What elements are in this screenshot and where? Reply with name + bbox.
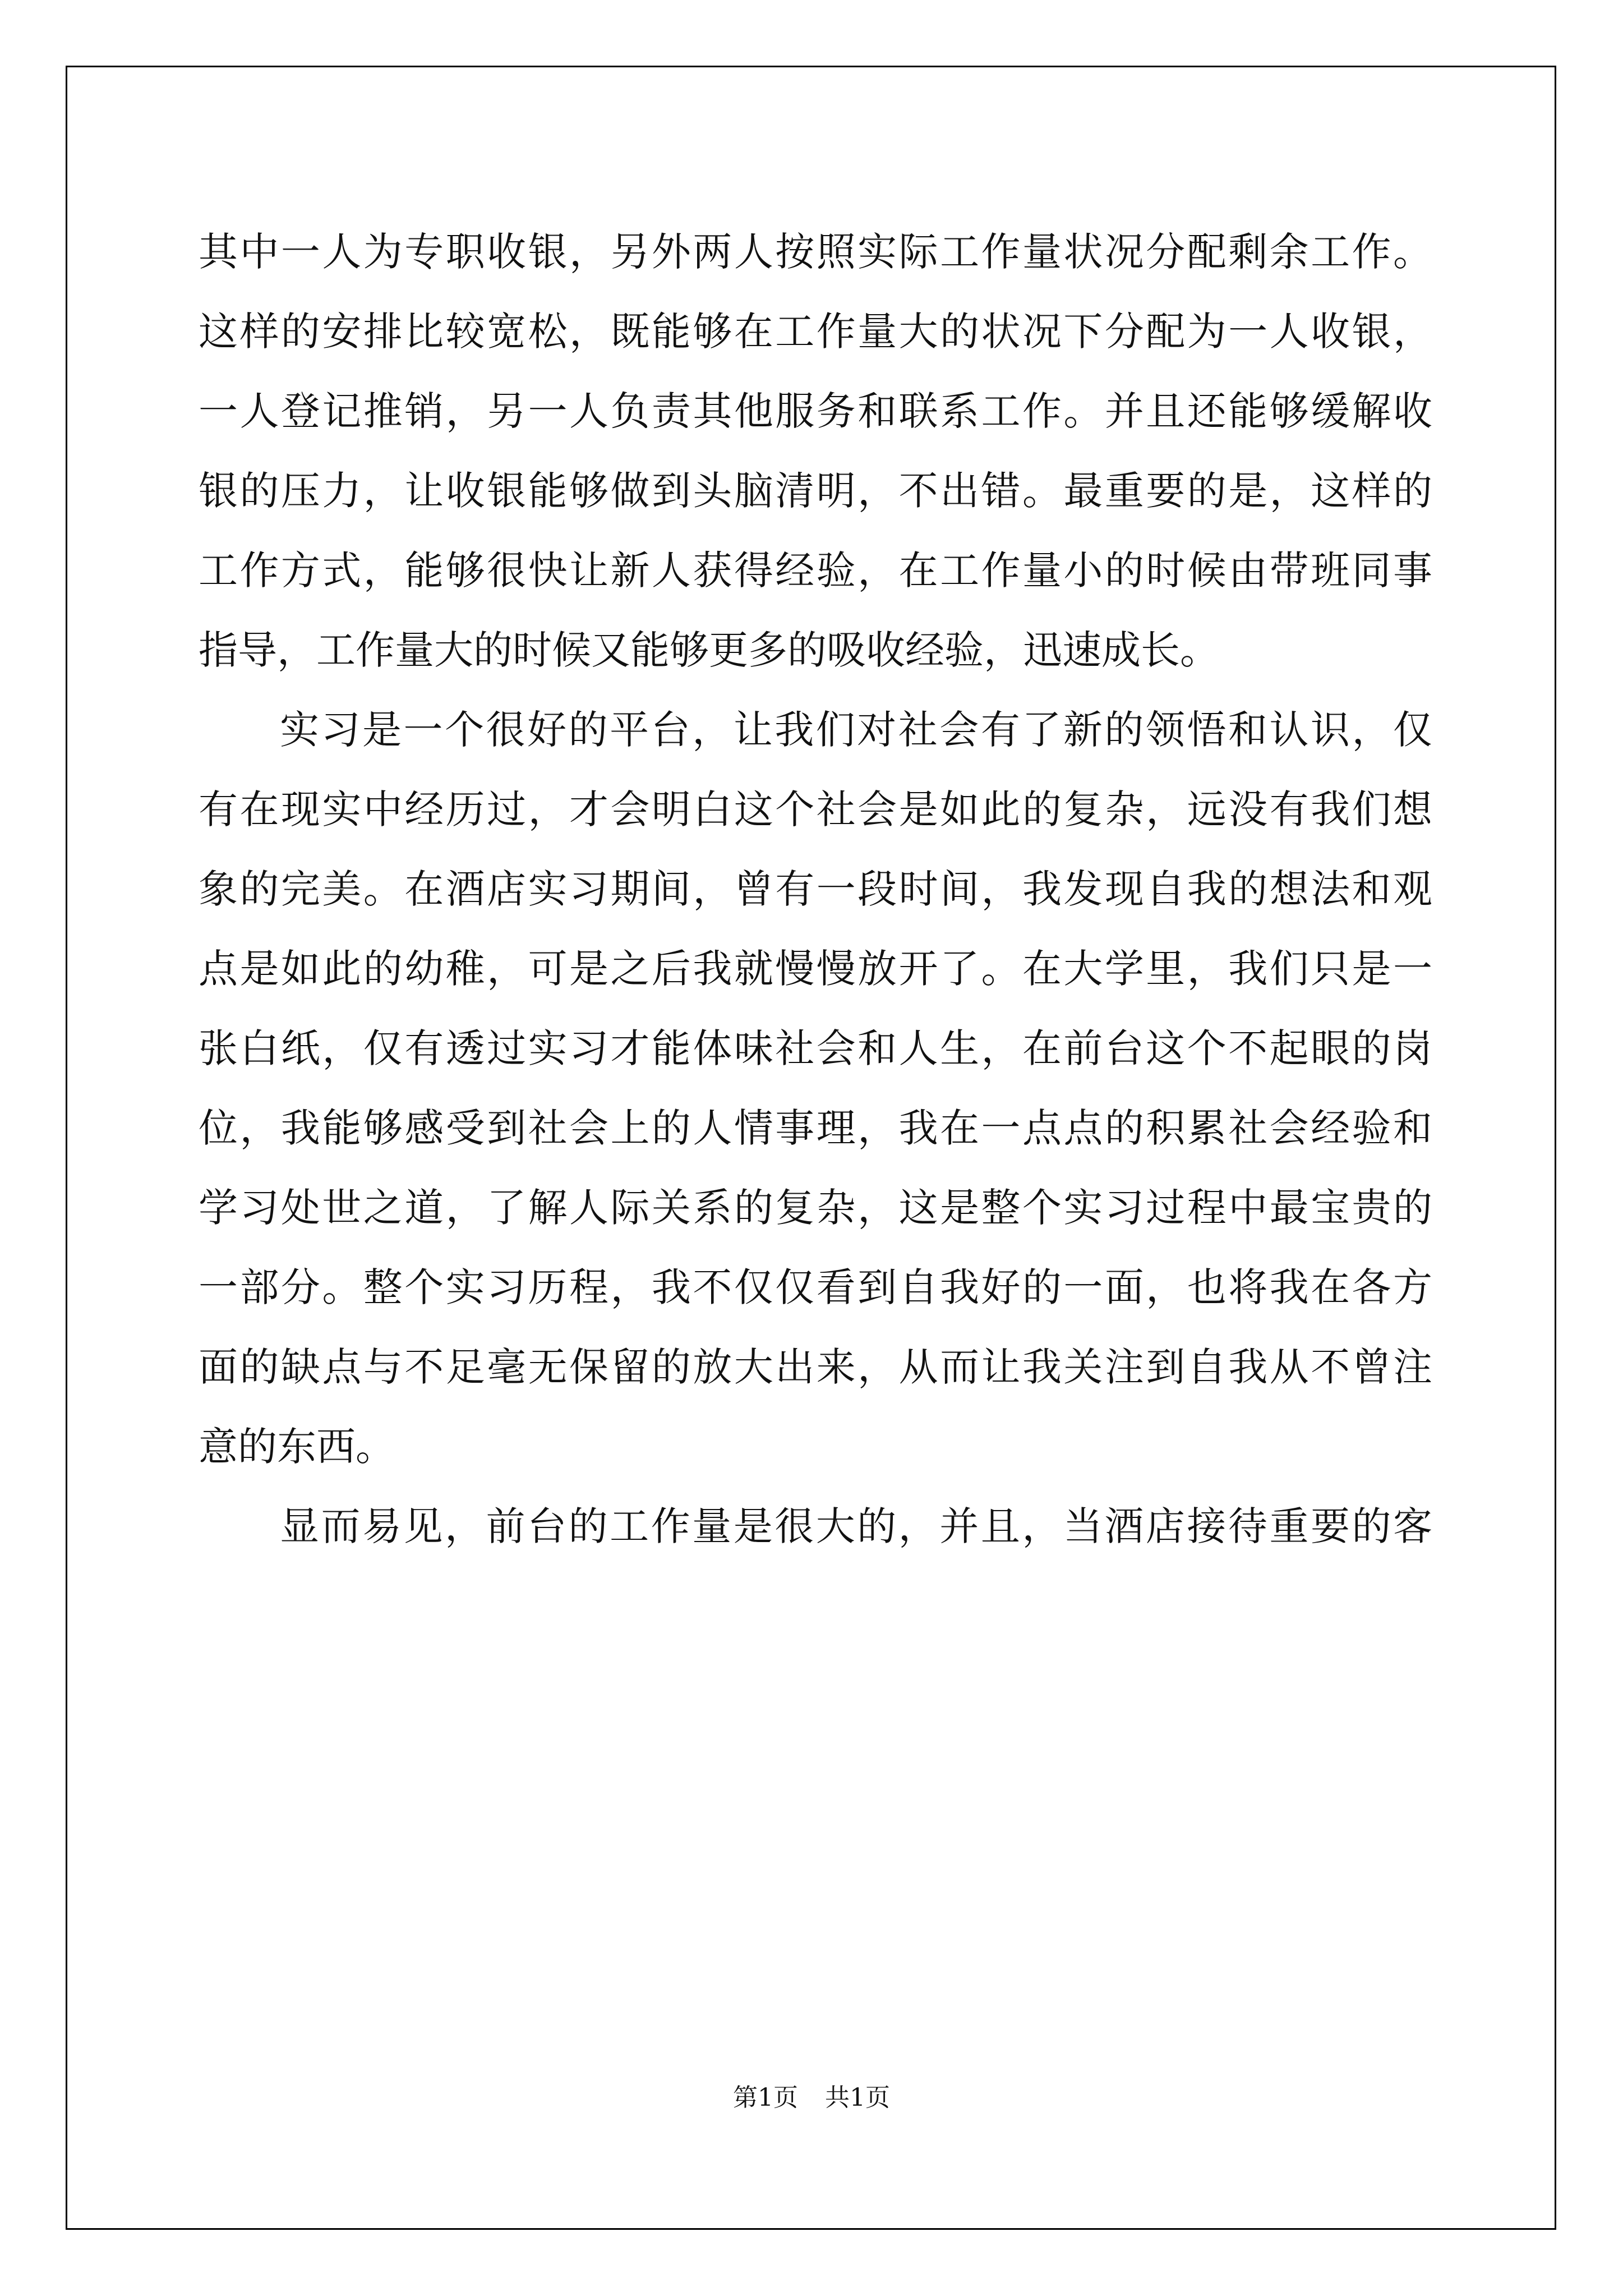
text-line: 意的东西。 [199, 1424, 395, 1470]
page-number: 第1页 [733, 2083, 798, 2112]
text-line: 一人登记推销，另一人负责其他服务和联系工作。并且还能够缓解收 [199, 388, 1432, 434]
text-line: 象的完美。在酒店实习期间，曾有一段时间，我发现自我的想法和观 [199, 866, 1432, 912]
text-line: 工作方式，能够很快让新人获得经验，在工作量小的时候由带班同事 [199, 547, 1432, 593]
text-line: 张白纸，仅有透过实习才能体味社会和人生，在前台这个不起眼的岗 [199, 1025, 1432, 1071]
text-line: 位，我能够感受到社会上的人情事理，我在一点点的积累社会经验和 [199, 1105, 1432, 1151]
text-line: 点是如此的幼稚，可是之后我就慢慢放开了。在大学里，我们只是一 [199, 946, 1432, 992]
text-line: 实习是一个很好的平台，让我们对社会有了新的领悟和认识，仅 [280, 707, 1432, 753]
text-line: 面的缺点与不足毫无保留的放大出来，从而让我关注到自我从不曾注 [199, 1344, 1432, 1390]
text-line: 指导，工作量大的时候又能够更多的吸收经验，迅速成长。 [199, 627, 1219, 673]
text-line: 显而易见，前台的工作量是很大的，并且，当酒店接待重要的客 [280, 1503, 1432, 1549]
text-line: 这样的安排比较宽松，既能够在工作量大的状况下分配为一人收银， [199, 309, 1432, 355]
text-line: 其中一人为专职收银，另外两人按照实际工作量状况分配剩余工作。 [199, 229, 1432, 275]
text-line: 银的压力，让收银能够做到头脑清明，不出错。最重要的是，这样的 [199, 468, 1432, 514]
page-total: 共1页 [825, 2083, 890, 2112]
page-footer [0, 2081, 1623, 2115]
text-line: 学习处世之道，了解人际关系的复杂，这是整个实习过程中最宝贵的 [199, 1185, 1432, 1231]
text-line: 有在现实中经历过，才会明白这个社会是如此的复杂，远没有我们想 [199, 786, 1432, 832]
text-line: 一部分。整个实习历程，我不仅仅看到自我好的一面，也将我在各方 [199, 1264, 1432, 1310]
